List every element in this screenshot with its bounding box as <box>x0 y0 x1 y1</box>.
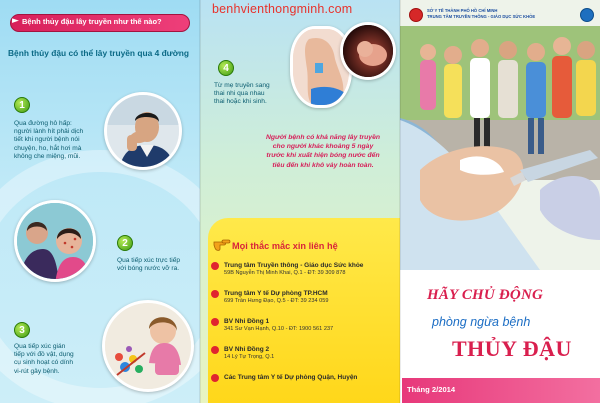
photo-fetus <box>340 22 396 80</box>
contact-item <box>224 262 363 276</box>
contact-name: Các Trung tâm Y tế Dự phòng Quận, Huyện <box>224 374 358 381</box>
photo-child-examination <box>14 200 96 282</box>
step-number-1: 1 <box>14 97 30 113</box>
text-line: Qua đường hô hấp: <box>14 120 72 127</box>
contact-address: 699 Trần Hưng Đạo, Q.5 - ĐT: 39 234 059 <box>224 298 329 304</box>
bullet-icon <box>211 374 219 382</box>
contact-address: 14 Lý Tự Trọng, Q.1 <box>224 354 275 360</box>
step-1-text <box>14 120 106 161</box>
headline-prevent-disease: phòng ngừa bệnh <box>432 315 531 329</box>
text-line: tiết khi người bệnh nói <box>14 136 80 144</box>
contact-name: Trung tâm Y tế Dự phòng TP.HCM <box>224 290 328 297</box>
text-line: thai hoặc khi sinh. <box>214 98 267 106</box>
text-line: cụ sinh hoạt có dính <box>14 359 74 367</box>
contact-name: BV Nhi Đồng 1 <box>224 318 270 325</box>
arrow-icon: ► <box>12 16 19 26</box>
contact-item <box>224 346 274 360</box>
step-number-4: 4 <box>218 60 234 76</box>
publication-date: Tháng 2/2014 <box>407 385 456 394</box>
step-number-3: 3 <box>14 322 30 338</box>
text-line: tiêu đến khi khô vảy hoàn toàn. <box>272 161 374 169</box>
text-line: Qua tiếp xúc trực tiếp <box>117 257 181 264</box>
bullet-icon <box>211 318 219 326</box>
contact-name: BV Nhi Đồng 2 <box>224 346 270 353</box>
text-line: với bóng nước vỡ ra. <box>117 265 180 273</box>
text-line: trước khi xuất hiện bóng nước đến <box>266 152 380 160</box>
text-line: người lành hít phải dịch <box>14 128 84 136</box>
contact-item <box>224 290 329 304</box>
fold-line <box>399 0 401 403</box>
text-line: cho người khác khoảng 5 ngày <box>272 143 374 151</box>
contact-address: 59B Nguyễn Thị Minh Khai, Q.1 - ĐT: 39 309 878 <box>224 270 346 276</box>
text-line: thai nhi qua nhau <box>214 90 265 98</box>
left-subtitle: Bệnh thủy đậu có thể lây truyền qua 4 đường <box>8 48 189 58</box>
text-line: Qua tiếp xúc gián <box>14 343 66 350</box>
contact-item <box>224 374 357 381</box>
text-line: Người bệnh có khả năng lây truyền <box>265 134 381 141</box>
text-line: Từ mẹ truyền sang <box>214 82 270 89</box>
contact-item <box>224 318 333 332</box>
pointing-hand-icon <box>212 233 232 253</box>
bullet-icon <box>211 290 219 298</box>
text-line: chuyện, ho, hắt hơi mà <box>14 144 82 152</box>
photo-child-playing <box>102 300 194 392</box>
transmission-note <box>253 133 393 170</box>
step-4-text <box>214 82 292 107</box>
contact-title: Mọi thắc mắc xin liên hệ <box>232 241 338 251</box>
organization-line-1: SỞ Y TẾ THÀNH PHỐ HỒ CHÍ MINH <box>427 8 498 13</box>
headline-chickenpox: THỦY ĐẬU <box>452 336 572 361</box>
bullet-icon <box>211 262 219 270</box>
step-3-text <box>14 343 102 376</box>
watermark: benhvienthongminh.com <box>212 2 353 16</box>
contact-address: 341 Sư Vạn Hạnh, Q.10 - ĐT: 1900 561 237 <box>224 326 334 332</box>
headline-be-proactive: HÃY CHỦ ĐỘNG <box>427 287 544 303</box>
text-line: không che miệng, mũi. <box>14 152 81 160</box>
text-line: tiếp với đồ vật, dụng <box>14 351 74 359</box>
step-2-text <box>117 257 197 273</box>
left-header: Bệnh thủy đậu lây truyền như thế nào? <box>22 17 162 26</box>
contact-name: Trung tâm Truyền thông - Giáo dục Sức khỏe <box>224 262 364 269</box>
photo-man-coughing <box>104 92 182 170</box>
health-department-logo <box>409 8 423 22</box>
fold-line <box>199 0 201 403</box>
organization-line-2: TRUNG TÂM TRUYỀN THÔNG - GIÁO DỤC SỨC KHỎE <box>427 14 536 19</box>
health-center-logo <box>580 8 594 22</box>
step-number-2: 2 <box>117 235 133 251</box>
text-line: vi-rút gây bệnh. <box>14 367 60 375</box>
bullet-icon <box>211 346 219 354</box>
